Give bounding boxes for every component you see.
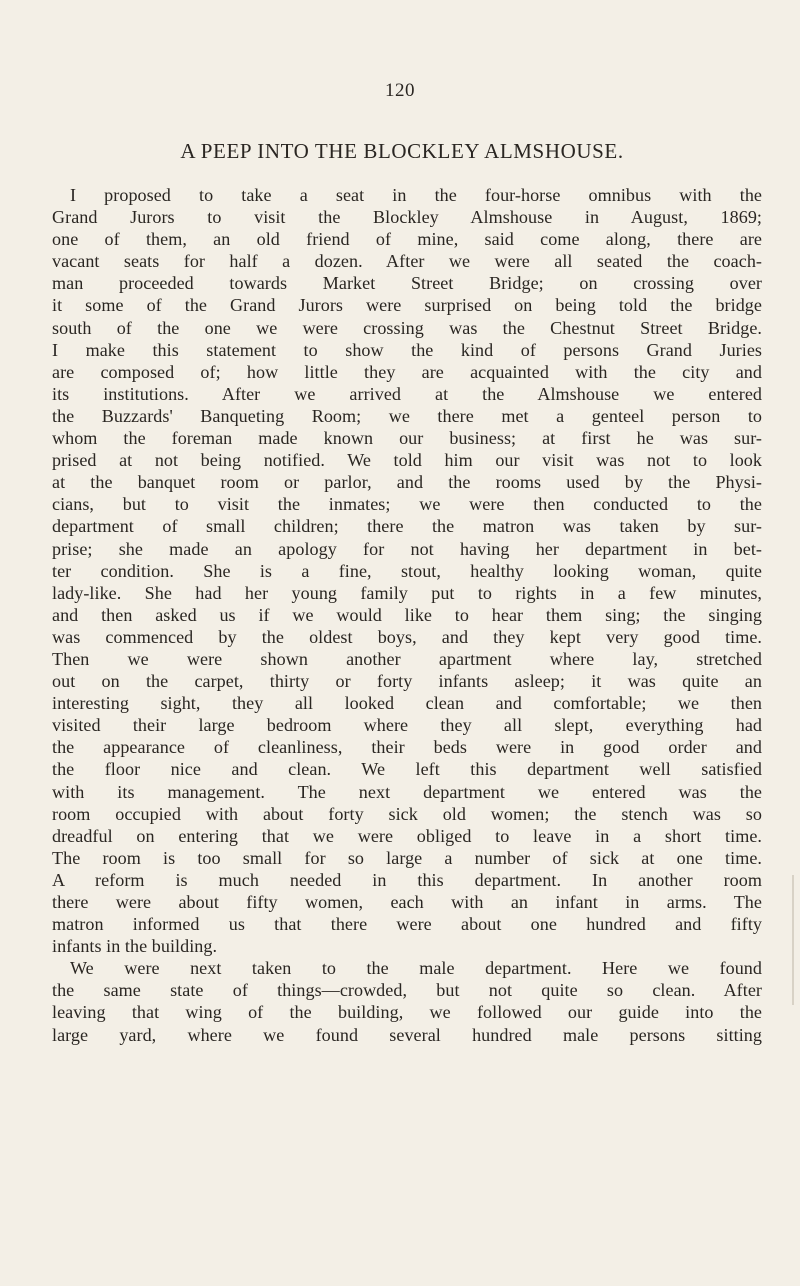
text-line: there were about fifty women, each with an infant in arms. The (52, 892, 762, 912)
text-line: the Buzzards' Banqueting Room; we there met a genteel person to (52, 405, 762, 426)
text-line: interesting sight, they all looked clean and comfortable; we then (52, 693, 762, 714)
text-line: The room is too small for so large a number of sick at one time. (52, 847, 762, 868)
text-line: cians, but to visit the inmates; we were then conducted to the (52, 494, 762, 515)
text-line: the appearance of cleanliness, their beds were in good order and (52, 737, 762, 758)
text-line: Grand Jurors to visit the Blockley Almshouse in August, 1869; (52, 207, 762, 228)
text-line: I proposed to take a seat in the four-horse omnibus with the (70, 185, 762, 205)
text-line: vacant seats for half a dozen. After we were all seated the coach- (52, 251, 762, 272)
text-line: Then we were shown another apartment where lay, stretched (52, 648, 762, 669)
text-line: leaving that wing of the building, we followed our guide into the (52, 1002, 762, 1023)
text-line: the same state of things—crowded, but not quite so clean. After (52, 980, 762, 1001)
page-edge-mark (792, 875, 794, 1005)
text-line: are composed of; how little they are acquainted with the city and (52, 361, 762, 382)
text-line: it some of the Grand Jurors were surprised on being told the bridge (52, 295, 762, 316)
text-line: south of the one we were crossing was the Chestnut Street Bridge. (52, 317, 762, 338)
text-line: visited their large bedroom where they all slept, everything had (52, 715, 762, 736)
text-line: with its management. The next department we entered was the (52, 781, 762, 802)
text-line: prised at not being notified. We told him our visit was not to look (52, 450, 762, 471)
text-line: man proceeded towards Market Street Bridge; on crossing over (52, 273, 762, 294)
text-line: large yard, where we found several hundred male persons sitting (52, 1024, 762, 1045)
text-line: room occupied with about forty sick old women; the stench was so (52, 803, 762, 824)
page-number: 120 (385, 80, 415, 101)
text-line: out on the carpet, thirty or forty infants asleep; it was quite an (52, 671, 762, 692)
text-line: at the banquet room or parlor, and the rooms used by the Physi- (52, 472, 762, 493)
text-line: department of small children; there the matron was taken by sur- (52, 516, 762, 537)
text-line: A reform is much needed in this department. In another room (52, 869, 762, 890)
chapter-title: A PEEP INTO THE BLOCKLEY ALMSHOUSE. (180, 139, 624, 163)
text-line: its institutions. After we arrived at the Almshouse we entered (52, 383, 762, 404)
text-line: the floor nice and clean. We left this department well satisfied (52, 759, 762, 780)
text-line: I make this statement to show the kind of persons Grand Juries (52, 339, 762, 360)
text-line: and then asked us if we would like to hear them sing; the singing (52, 604, 762, 625)
text-line: infants in the building. (52, 936, 218, 957)
text-line: lady-like. She had her young family put to rights in a few minutes, (52, 582, 762, 603)
text-line: one of them, an old friend of mine, said come along, there are (52, 229, 762, 250)
body-text (52, 184, 762, 1046)
text-line: prise; she made an apology for not having her department in bet- (52, 538, 762, 559)
text-line: whom the foreman made known our business; at first he was sur- (52, 428, 762, 449)
text-line: dreadful on entering that we were obliged to leave in a short time. (52, 825, 762, 846)
text-line: matron informed us that there were about one hundred and fifty (52, 914, 762, 935)
text-line: We were next taken to the male department. Here we found (70, 958, 762, 979)
text-line: was commenced by the oldest boys, and they kept very good time. (52, 626, 762, 647)
text-line: ter condition. She is a fine, stout, healthy looking woman, quite (52, 560, 762, 581)
